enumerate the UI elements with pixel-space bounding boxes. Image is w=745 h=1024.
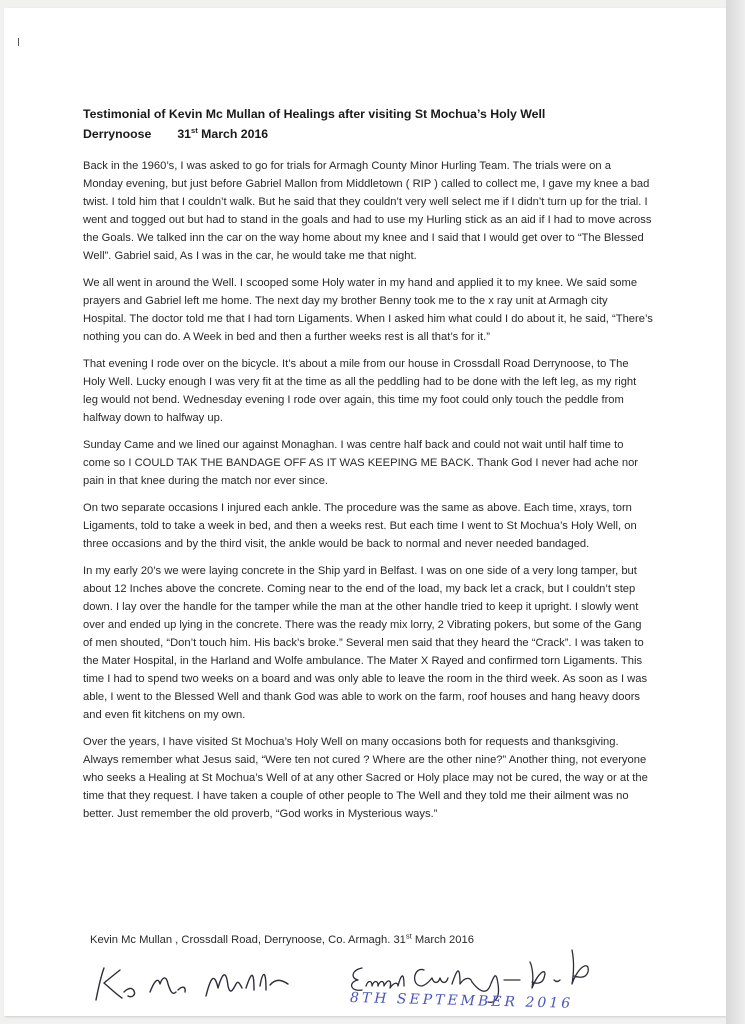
signature-mc-stroke [150, 978, 185, 993]
signature-surname-stroke [415, 950, 589, 1002]
priest-signature [352, 950, 589, 1002]
kevin-signature [96, 968, 288, 1000]
title-place: Derrynoose [83, 127, 152, 141]
paragraph-5: On two separate occasions I injured each ankle. The procedure was the same as above. Each time, xrays, torn Ligaments, told to take a week in bed, and then a weeks rest. But each time I went to St Mochua’s Holy Well, on three occasions and by the third visit, the ankle would be back to normal and never needed bandaged. [83, 502, 637, 550]
paragraph-2: We all went in around the Well. I scooped some Holy water in my hand and applied it to my knee. We said some prayers and Gabriel left me home. The next day my brother Benny took me to the x ray unit at Armagh city Hospital. The doctor told me that I had torn Ligaments. When I asked him what could I do about it, he said, “There’s nothing you can do. A Week in bed and then a further weeks rest is all that’s for it.” [83, 277, 653, 343]
signature-mullan-stroke [206, 974, 288, 996]
signature-first-name-stroke [352, 968, 404, 990]
paragraph-1: Back in the 1960’s, I was asked to go for trials for Armagh County Minor Hurling Team. The trials were on a Monday evening, but just before Gabriel Mallon from Middletown ( RIP ) called to collect me, I gave my knee a bad twist. I told him that I couldn’t walk. But he said that they couldn’t very well select me if I didn’t turn up for the trial. I went and togged out but had to stand in the goals and had to use my Hurling stick as an aid if I had to move across the Goals. We talked inn the car on the way home about my knee and I said that I would get over to “The Blessed Well”. Gabriel said, As I was in the car, he would take me that night. [83, 160, 652, 262]
paragraph-6: In my early 20’s we were laying concrete in the Ship yard in Belfast. I was on one side of a very long tamper, but about 12 Inches above the concrete. Coming near to the end of the load, my back let a crack, but I couldn’t step down. I lay over the handle for the tamper while the man at the other handle tried to keep it upright. I slowly went over and ended up lying in the concrete. There was the ready mix lorry, 2 Vibrating pokers, but some of the Gang of men shouted, “Don’t touch him. His back’s broke.” Several men said that they heard the “Crack”. I was taken to the Mater Hospital, in the Harland and Wolfe ambulance. The Mater X Rayed and confirmed torn Ligaments. This time I had to spend two weeks on a board and was only able to leave the room in the third week. As soon as I was able, I went to the Blessed Well and thank God was able to work on the farm, roof houses and hang heavy doors and even fit kitchens on my own. [83, 565, 648, 721]
paragraph-3: That evening I rode over on the bicycle. It’s about a mile from our house in Crossdall Road Derrynoose, to The Holy Well. Lucky enough I was very fit at the time as all the peddling had to be done with the left leg, as my right leg would not bend. Wednesday evening I rode over again, this time my foot could only touch the peddle from halfway down to halfway up. [83, 358, 637, 424]
author-date: 31st March 2016 [393, 931, 474, 946]
title-date: 31st March 2016 [177, 125, 269, 141]
paragraph-7: Over the years, I have visited St Mochua’s Holy Well on many occasions both for requests and thanksgiving. Always remember what Jesus said, “Were ten not cured ? Where are the other nine?” Another thing, not everyone who seeks a Healing at St Mochua’s Well of at any other Sacred or Holy place may not be cured, the way or at the time that they request. I have taken a couple of other people to The Well and they told me their ailment was no better. Just remember the old proverb, “God works in Mysterious ways.” [83, 736, 648, 820]
author-address: Kevin Mc Mullan , Crossdall Road, Derrynoose, Co. Armagh. [90, 934, 391, 946]
handwritten-date: 8TH SEPTEMBER 2016 [349, 990, 574, 1012]
paragraph-4: Sunday Came and we lined our against Monaghan. I was centre half back and could not wait until half time to come so I COULD TAK THE BANDAGE OFF AS IT WAS KEEPING ME BACK. Thank God I never had ache nor pain in that knee during the match nor ever since. [83, 439, 639, 487]
signature-k-stroke [96, 968, 135, 1000]
title-line-1: Testimonial of Kevin Mc Mullan of Healings after visiting St Mochua’s Holy Well [83, 107, 546, 121]
